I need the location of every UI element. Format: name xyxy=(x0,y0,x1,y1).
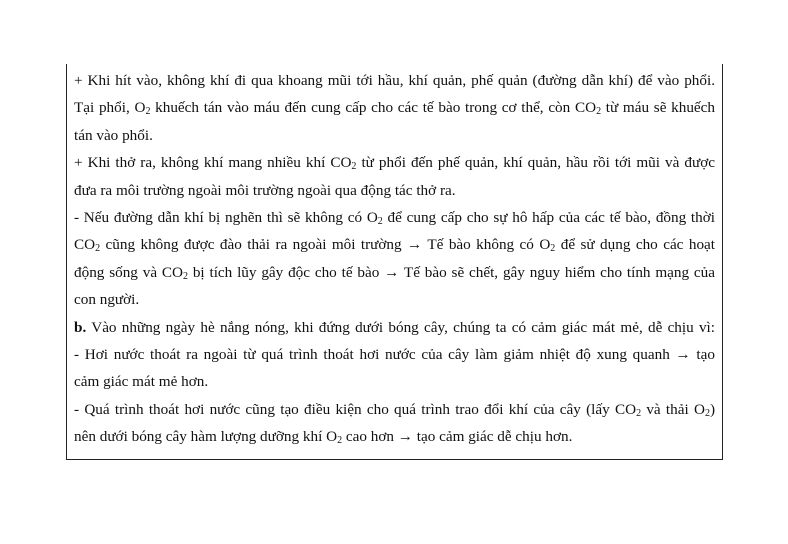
subscript: 2 xyxy=(704,407,710,419)
text-segment: tán vào phổi. xyxy=(74,126,153,144)
text-line xyxy=(74,396,715,423)
text-line xyxy=(74,94,715,121)
text-line xyxy=(74,314,715,341)
text-segment: Vào những ngày hè nắng nóng, khi đứng dưới bóng cây, chúng ta có cảm giác mát mẻ, dễ chịu vì: xyxy=(86,318,715,336)
text-line xyxy=(74,368,715,395)
text-segment: + Khi hít vào, không khí đi qua khoang mũi tới hầu, khí quản, phế quản (đường dẫn khí) để vào phổi. xyxy=(74,72,715,89)
subscript: 2 xyxy=(636,407,642,419)
text-segment: khuếch tán vào máu đến cung cấp cho các tế bào trong cơ thể, còn CO xyxy=(150,99,597,117)
subscript: 2 xyxy=(377,216,383,228)
subscript: 2 xyxy=(596,106,602,118)
text-segment: + Khi thở ra, không khí mang nhiều khí CO xyxy=(74,154,352,172)
section-label: b. xyxy=(74,318,87,336)
text-segment: Tại phổi, O xyxy=(74,99,146,117)
text-segment: cao hơn → tạo cảm giác dễ chịu hơn. xyxy=(342,428,573,446)
subscript: 2 xyxy=(550,243,556,255)
text-segment: động sống và CO xyxy=(74,263,183,281)
text-segment: từ phổi đến phế quản, khí quản, hầu rồi tới mũi và được xyxy=(356,154,715,172)
text-line xyxy=(74,67,715,94)
text-segment: bị tích lũy gây độc cho tế bào → Tế bào sẽ chết, gây nguy hiểm cho tính mạng của xyxy=(188,263,715,281)
subscript: 2 xyxy=(337,435,343,447)
text-segment: ) xyxy=(709,400,715,418)
text-segment: và thải O xyxy=(641,400,705,418)
text-segment: CO xyxy=(74,236,96,254)
text-segment: nên dưới bóng cây hàm lượng dưỡng khí O xyxy=(74,428,338,446)
text-segment: con người. xyxy=(74,291,140,309)
subscript: 2 xyxy=(183,270,188,282)
text-segment: để cung cấp cho sự hô hấp của các tế bào, đồng thời xyxy=(382,209,715,227)
answer-box xyxy=(66,64,723,460)
text-segment: - Quá trình thoát hơi nước cũng tạo điều kiện cho quá trình trao đổi khí của cây (lấy CO xyxy=(74,400,637,418)
answer-text xyxy=(74,67,715,451)
text-segment: để sử dụng cho các hoạt xyxy=(555,236,715,254)
text-line xyxy=(74,259,715,286)
text-segment: cảm giác mát mẻ hơn. xyxy=(74,373,209,391)
text-line xyxy=(74,286,715,313)
subscript: 2 xyxy=(145,106,151,118)
text-line xyxy=(74,231,715,258)
text-segment: - Hơi nước thoát ra ngoài từ quá trình thoát hơi nước của cây làm giảm nhiệt độ xung quanh → tạo xyxy=(74,346,715,364)
text-segment: đưa ra môi trường ngoài môi trường ngoài qua động tác thở ra. xyxy=(74,181,456,199)
text-segment: từ máu sẽ khuếch xyxy=(601,99,716,117)
text-line xyxy=(74,341,715,368)
text-segment: cũng không được đào thải ra ngoài môi trường → Tế bào không có O xyxy=(100,236,551,254)
text-line xyxy=(74,177,715,204)
text-line xyxy=(74,122,715,149)
text-line xyxy=(74,423,715,450)
text-line xyxy=(74,204,715,231)
text-segment: - Nếu đường dẫn khí bị nghẽn thì sẽ không có O xyxy=(74,209,378,227)
text-line xyxy=(74,149,715,176)
subscript: 2 xyxy=(351,161,357,173)
subscript: 2 xyxy=(95,243,101,255)
